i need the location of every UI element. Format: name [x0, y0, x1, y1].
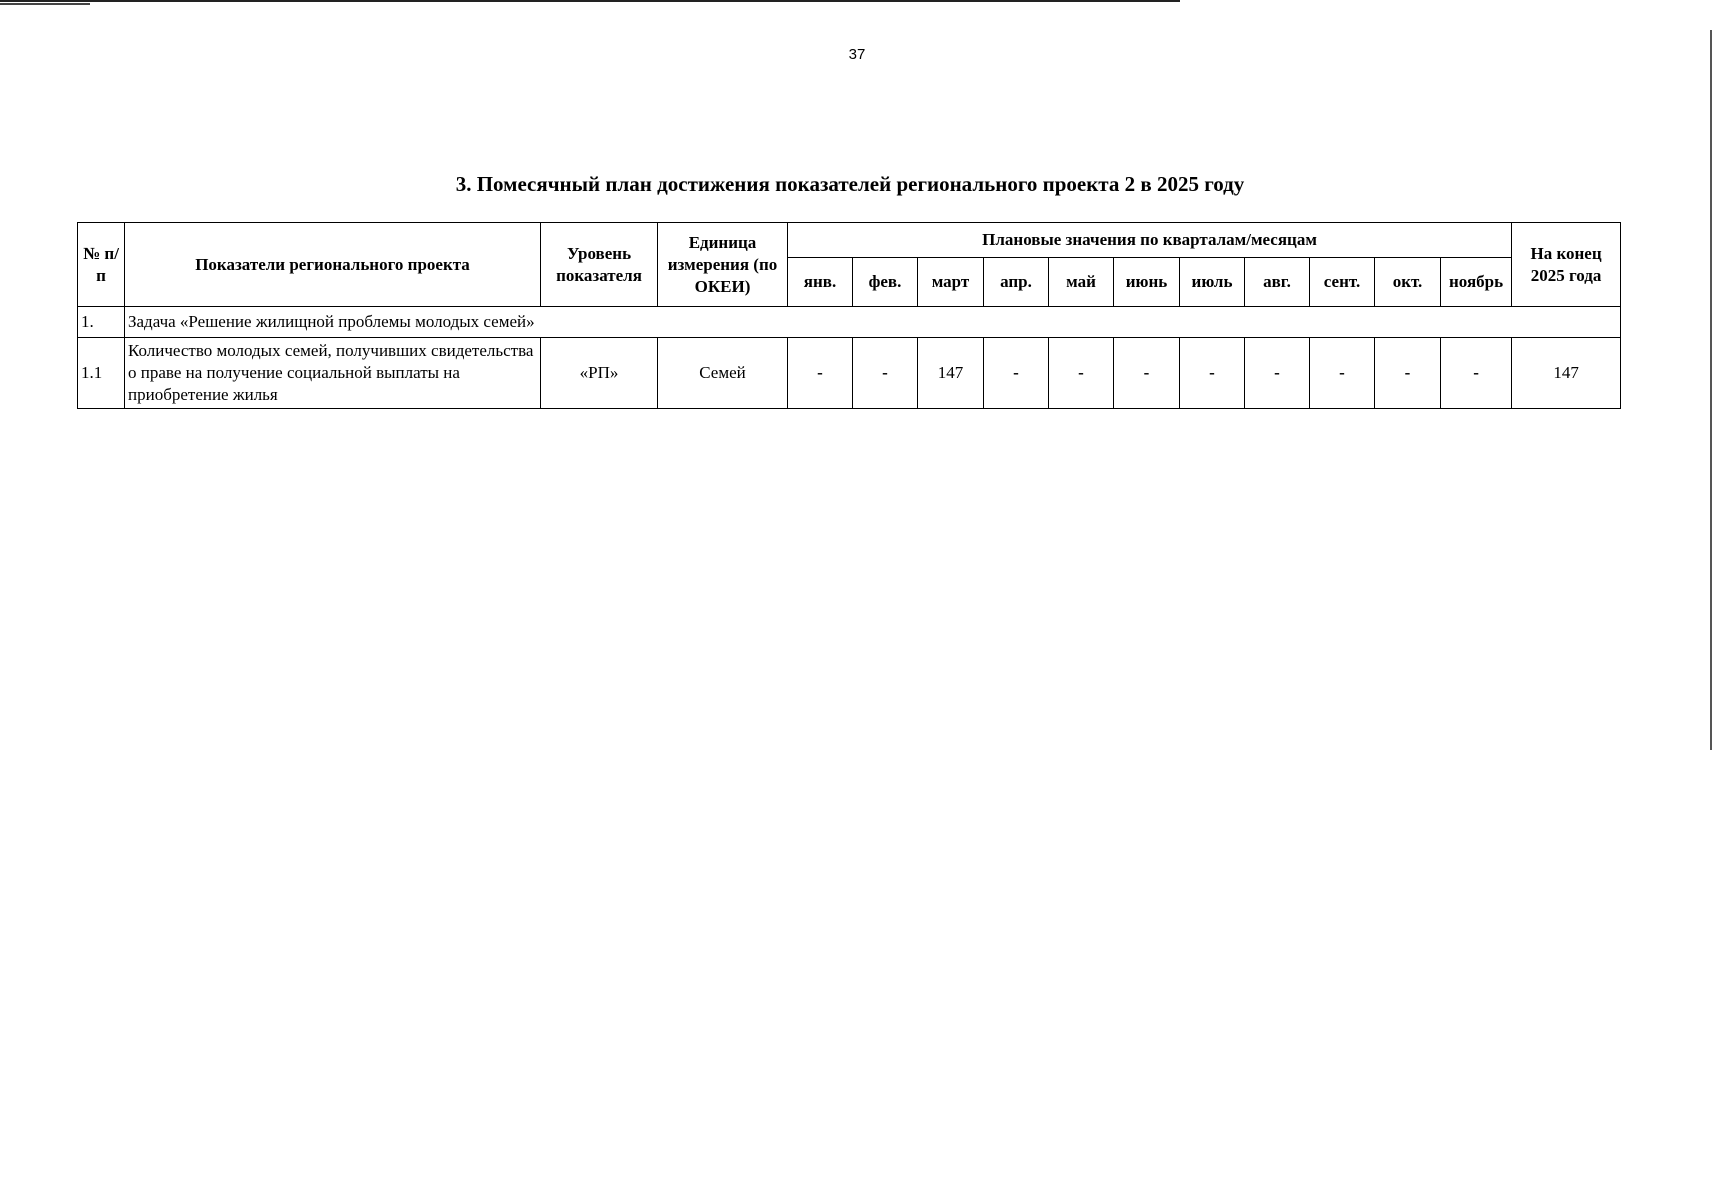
row-end-value: 147: [1512, 338, 1621, 409]
header-month: март: [918, 258, 984, 307]
header-month: фев.: [853, 258, 918, 307]
task-text: Задача «Решение жилищной проблемы молодых семей»: [125, 307, 1621, 338]
header-month: ноябрь: [1441, 258, 1512, 307]
header-indicator: Показатели регионального проекта: [125, 223, 541, 307]
header-num: № п/п: [78, 223, 125, 307]
header-month: янв.: [788, 258, 853, 307]
row-month-value: -: [984, 338, 1049, 409]
row-unit: Семей: [658, 338, 788, 409]
header-unit: Единица измерения (по ОКЕИ): [658, 223, 788, 307]
row-level: «РП»: [541, 338, 658, 409]
table-row: [78, 338, 1621, 409]
row-indicator: Количество молодых семей, получивших свидетельства о праве на получение социальной выплаты на приобретение жилья: [125, 338, 541, 409]
header-month: авг.: [1245, 258, 1310, 307]
row-month-value: 147: [918, 338, 984, 409]
task-row: [78, 307, 1621, 338]
task-num: 1.: [78, 307, 125, 338]
row-num: 1.1: [78, 338, 125, 409]
header-end-of-year: На конец 2025 года: [1512, 223, 1621, 307]
page-number: 37: [848, 46, 866, 63]
document-title: 3. Помесячный план достижения показателей регионального проекта 2 в 2025 году: [455, 172, 1245, 196]
header-month: май: [1049, 258, 1114, 307]
header-month: июль: [1180, 258, 1245, 307]
row-month-value: -: [1180, 338, 1245, 409]
row-month-value: -: [1441, 338, 1512, 409]
scan-edge-top-mark: [0, 3, 90, 5]
row-month-value: -: [1375, 338, 1441, 409]
header-level: Уровень показателя: [541, 223, 658, 307]
row-month-value: -: [1114, 338, 1180, 409]
row-month-value: -: [1245, 338, 1310, 409]
header-month: апр.: [984, 258, 1049, 307]
header-month: сент.: [1310, 258, 1375, 307]
scan-edge-top: [0, 0, 1180, 2]
header-month: окт.: [1375, 258, 1441, 307]
row-month-value: -: [853, 338, 918, 409]
row-month-value: -: [1310, 338, 1375, 409]
row-month-value: -: [1049, 338, 1114, 409]
row-month-value: -: [788, 338, 853, 409]
scan-edge-right: [1710, 30, 1712, 750]
header-planned-values: Плановые значения по кварталам/месяцам: [788, 223, 1512, 258]
plan-table: [77, 222, 1621, 409]
header-month: июнь: [1114, 258, 1180, 307]
